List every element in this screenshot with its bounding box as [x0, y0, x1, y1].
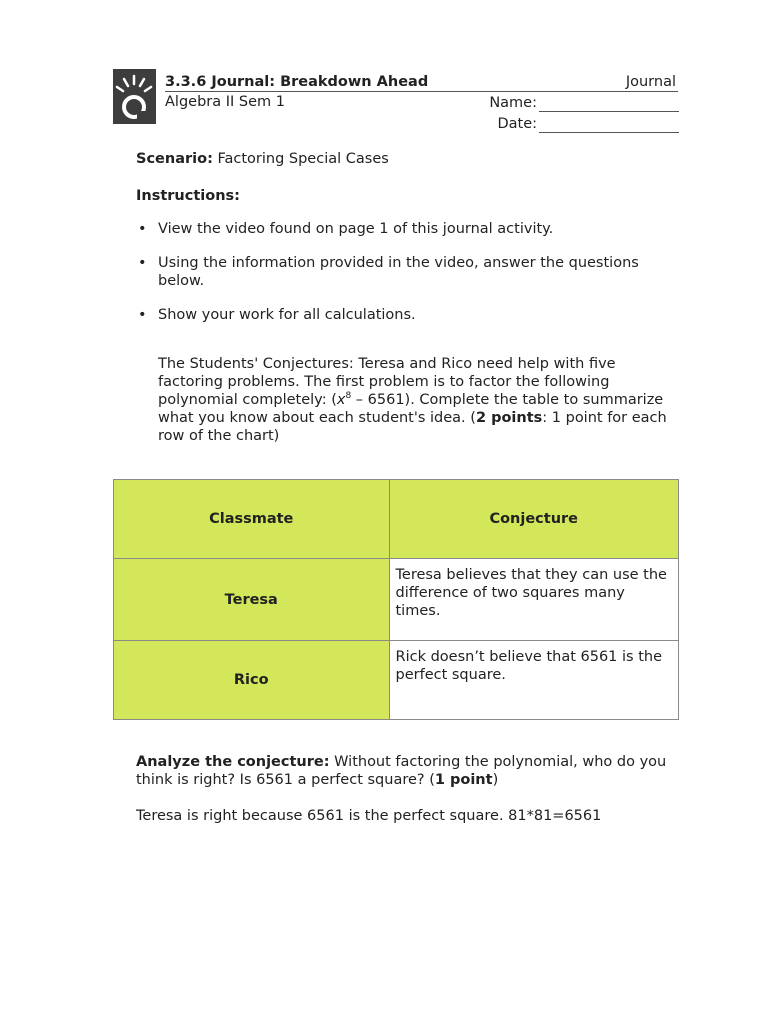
conjecture-cell[interactable]: Rick doesn’t believe that 6561 is the perfect square. — [389, 641, 679, 720]
logo — [113, 69, 156, 124]
name-field — [489, 94, 679, 112]
list-item: • Show your work for all calculations. — [138, 307, 416, 323]
scenario — [136, 150, 389, 168]
points-label: 2 points — [475, 410, 543, 426]
instruction-list — [138, 220, 668, 340]
document-type: Journal — [625, 74, 676, 90]
exponent: 8 — [345, 391, 352, 402]
scenario-label: Scenario: — [136, 151, 213, 167]
analyze-label: Analyze the conjecture: — [136, 754, 330, 770]
answer-text[interactable]: Teresa is right because 6561 is the perfect square. 81*81=6561 — [136, 808, 602, 824]
bullet-icon: • — [138, 221, 147, 237]
date-field — [497, 115, 679, 133]
conjecture-table — [113, 479, 679, 720]
conjecture-cell[interactable]: Teresa believes that they can use the difference of two squares many times. — [389, 559, 679, 641]
document-header — [113, 69, 679, 139]
date-label: Date: — [497, 116, 537, 132]
header-classmate: Classmate — [114, 480, 390, 559]
scenario-text: Factoring Special Cases — [212, 151, 389, 167]
date-line — [539, 116, 679, 133]
conjectures-prompt: The Students' Conjectures: Teresa and Rico need help with five factoring problems. The first problem is to factor the following polynomial completely: $(x^8 - 6561)$. Complete the table to summarize what you know about each student's idea. (2 points: 1 point for each row of the chart) — [158, 356, 667, 444]
title-bar — [165, 73, 678, 92]
document-title: 3.3.6 Journal: Breakdown Ahead — [165, 74, 429, 90]
name-label: Name: — [489, 95, 537, 111]
table-row — [114, 559, 679, 641]
classmate-cell: Rico — [114, 641, 390, 720]
classmate-cell: Teresa — [114, 559, 390, 641]
lightbulb-icon — [113, 69, 156, 124]
bullet-icon: • — [138, 307, 147, 323]
points-label: 1 point — [434, 772, 493, 788]
header-conjecture: Conjecture — [389, 480, 679, 559]
analyze-question: Analyze the conjecture: Without factoring the polynomial, who do you think is right? Is 6561 a perfect square? (1 point) — [136, 754, 667, 788]
list-item: • Using the information provided in the video, answer the questions below. — [138, 255, 639, 289]
table-header-row — [114, 480, 679, 559]
variable-x: x — [336, 392, 346, 408]
instructions-heading: Instructions: — [136, 188, 240, 204]
list-item: • View the video found on page 1 of this journal activity. — [138, 221, 554, 237]
table-row — [114, 641, 679, 720]
course-name: Algebra II Sem 1 — [165, 94, 285, 110]
bullet-icon: • — [138, 255, 147, 271]
name-line — [539, 95, 679, 112]
